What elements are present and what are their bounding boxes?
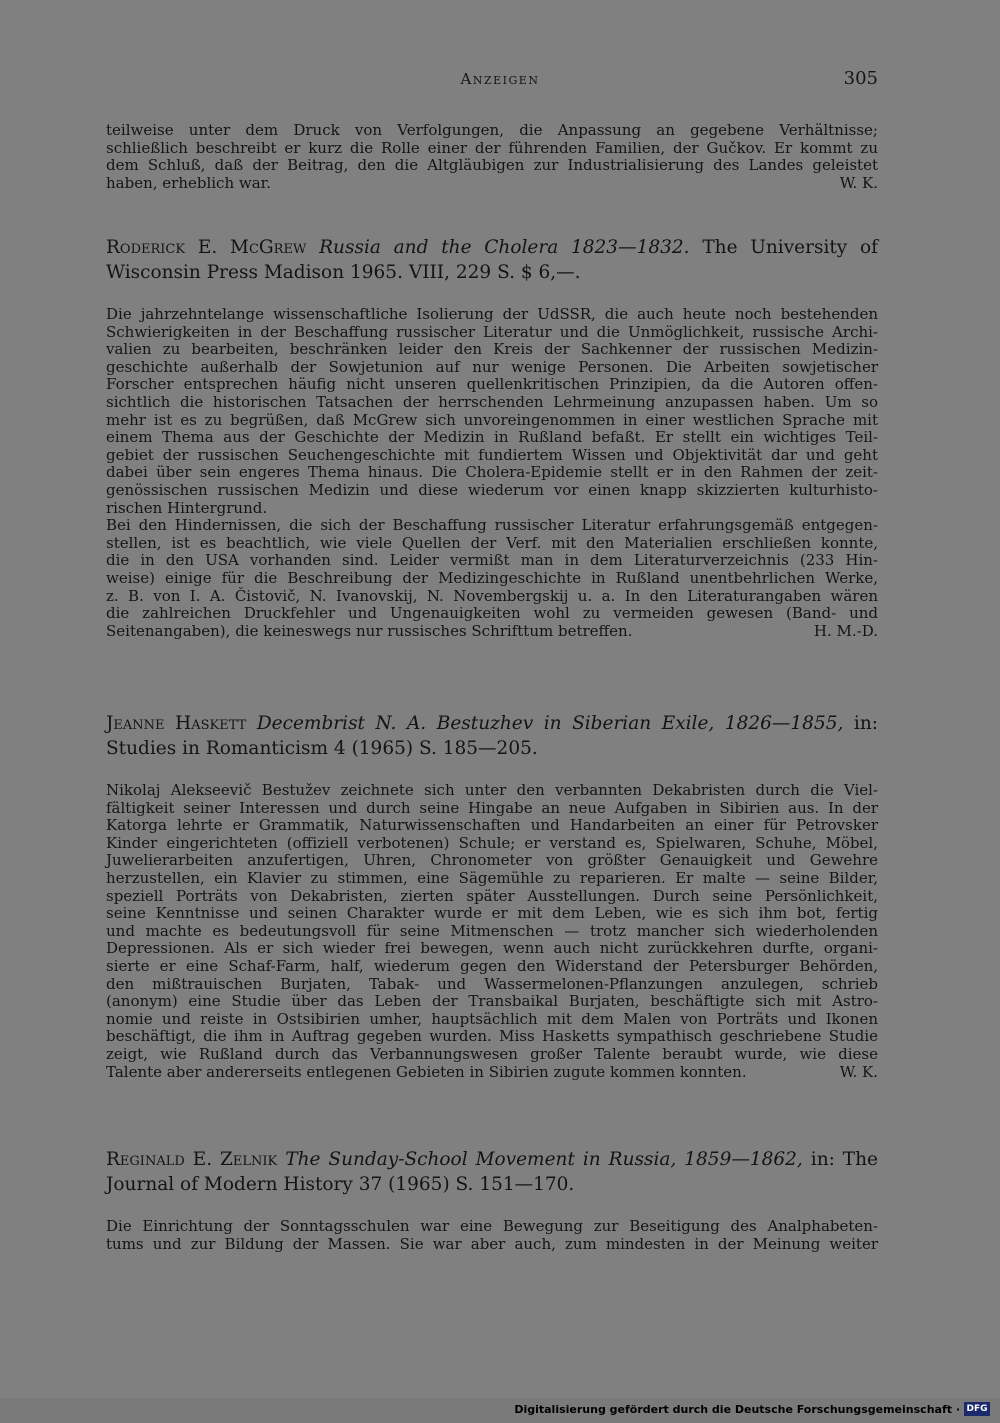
text-line: weise) einige für die Beschreibung der Medizingeschichte in Rußland unentbehrlichen Werke, — [106, 568, 878, 587]
text-line: Talente aber andererseits entlegenen Gebieten in Sibirien zugute kommen konnten. W. K. — [106, 1062, 878, 1081]
text-line: nomie und reiste in Ostsibirien umher, hauptsächlich mit dem Malen von Porträts und Ikonen — [106, 1009, 878, 1028]
text-line: die zahlreichen Druckfehler und Ungenauigkeiten wohl zu vermeiden gewesen (Band- und — [106, 604, 878, 623]
page-number: 305 — [843, 68, 878, 89]
review-entry-zelnik — [106, 1147, 878, 1253]
entry-author: Jeanne Haskett — [106, 713, 247, 734]
entry-publication-line: Wisconsin Press Madison 1965. VIII, 229 S. $ 6,—. — [106, 262, 581, 283]
entry-publication-line: Journal of Modern History 37 (1965) S. 151—170. — [106, 1174, 575, 1195]
reviewer-signature: W. K. — [839, 173, 878, 192]
text-line: Nikolaj Alekseevič Bestužev zeichnete sich unter den verbannten Dekabristen durch die Viel- — [106, 781, 878, 799]
text-line: schließlich beschreibt er kurz die Rolle einer der führenden Familien, der Gučkov. Er kommt zu — [106, 138, 878, 157]
review-entry-mcgrew — [106, 235, 878, 640]
entry-heading — [106, 235, 878, 260]
reviewer-signature: H. M.-D. — [813, 621, 878, 640]
entry-publication: in: — [843, 713, 878, 734]
text-line: mehr ist es zu begrüßen, daß McGrew sich unvoreingenommen in einer westlichen Sprache mit — [106, 410, 878, 429]
reviewer-signature: W. K. — [839, 1062, 878, 1081]
text-line: Bei den Hindernissen, die sich der Beschaffung russischer Literatur erfahrungsgemäß entgegen- — [106, 516, 878, 535]
text-line: Schwierigkeiten in der Beschaffung russischer Literatur und die Unmöglichkeit, russische Archi- — [106, 322, 878, 341]
text-line: stellen, ist es beachtlich, wie viele Quellen der Verf. mit den Materialien erschließen konnte, — [106, 533, 878, 552]
text-line: die in den USA vorhanden sind. Leider vermißt man in dem Literaturverzeichnis (233 Hin- — [106, 551, 878, 570]
text-line: Katorga lehrte er Grammatik, Naturwissenschaften und Handarbeiten an einer für Petrovsker — [106, 816, 878, 835]
text-line: sichtlich die historischen Tatsachen der herrschenden Lehrmeinung anzupassen haben. Um so — [106, 392, 878, 411]
text-line: Depressionen. Als er sich wieder frei bewegen, wenn auch nicht zurückkehren durfte, organi- — [106, 939, 878, 958]
text-line: beschäftigt, die ihm in Auftrag gegeben wurden. Miss Hasketts sympathisch geschriebene Studie — [106, 1027, 878, 1046]
paragraph — [106, 517, 878, 640]
text-line: Kinder eingerichteten (offiziell verbotenen) Schule; er verstand es, Spielwaren, Schuhe, Möbel, — [106, 833, 878, 852]
paragraph — [106, 122, 878, 192]
text-line: und machte es bedeutungsvoll für seine Mitmenschen — trotz mancher sich wiederholenden — [106, 921, 878, 940]
text-line: z. B. von I. A. Čistovič, N. Ivanovskij, N. Novembergskij u. a. In den Literaturangaben wären — [106, 586, 878, 605]
text-line: Die jahrzehntelange wissenschaftliche Isolierung der UdSSR, die auch heute noch bestehenden — [106, 305, 878, 323]
text-line: valien zu bearbeiten, beschränken leider den Kreis der Sachkenner der russischen Medizin- — [106, 340, 878, 359]
text-line: sierte er eine Schaf-Farm, half, wiederum gegen den Widerstand der Petersburger Behörden, — [106, 956, 878, 975]
text-line: dem Schluß, daß der Beitrag, den die Altgläubigen zur Industrialisierung des Landes geleistet — [106, 156, 878, 175]
paragraph — [106, 1218, 878, 1253]
footer-credit: Digitalisierung gefördert durch die Deutsche Forschungsgemeinschaft · — [514, 1403, 960, 1416]
entry-title: The Sunday-School Movement in Russia, 1859—1862, — [285, 1149, 803, 1170]
text-line: fältigkeit seiner Interessen und durch seine Hingabe an neue Aufgaben in Sibirien aus. In der — [106, 798, 878, 817]
dfg-logo: DFG — [964, 1402, 990, 1416]
text-line: dabei über sein engeres Thema hinaus. Die Cholera-Epidemie stellt er in den Rahmen der zeit- — [106, 463, 878, 482]
text-line: Juwelierarbeiten anzufertigen, Uhren, Chronometer von größter Genauigkeit und Gewehre — [106, 851, 878, 870]
text-line: Seitenangaben), die keineswegs nur russisches Schrifttum betreffen. H. M.-D. — [106, 621, 878, 640]
entry-publication-line: Studies in Romanticism 4 (1965) S. 185—205. — [106, 738, 538, 759]
text-line: tums und zur Bildung der Massen. Sie war aber auch, zum mindesten in der Meinung weiter — [106, 1234, 878, 1253]
entry-title: Decembrist N. A. Bestuzhev in Siberian Exile, 1826—1855, — [256, 713, 844, 734]
text-line: haben, erheblich war. W. K. — [106, 173, 878, 192]
text-line: speziell Porträts von Dekabristen, zierten später Ausstellungen. Durch seine Persönlichkeit, — [106, 886, 878, 905]
review-continuation — [106, 122, 878, 192]
text-line: Forscher entsprechen häufig nicht unseren quellenkritischen Prinzipien, da die Autoren offen- — [106, 375, 878, 394]
review-entry-haskett — [106, 711, 878, 1081]
text-line: Die Einrichtung der Sonntagsschulen war eine Bewegung zur Beseitigung des Analphabeten- — [106, 1217, 878, 1235]
text-line: zeigt, wie Rußland durch das Verbannungswesen großer Talente beraubt wurde, wie diese — [106, 1044, 878, 1063]
text-line: seine Kenntnisse und seinen Charakter wurde er mit dem Leben, wie es sich ihm bot, fertig — [106, 904, 878, 923]
paragraph — [106, 306, 878, 517]
entry-heading — [106, 1147, 878, 1172]
text-line: einem Thema aus der Geschichte der Medizin in Rußland befaßt. Er stellt ein wichtiges Teil- — [106, 428, 878, 447]
entry-author: Roderick E. McGrew — [106, 237, 307, 258]
text-line: teilweise unter dem Druck von Verfolgungen, die Anpassung an gegebene Verhältnisse; — [106, 121, 878, 139]
running-title: Anzeigen — [460, 70, 540, 88]
text-line: (anonym) eine Studie über das Leben der Transbaikal Burjaten, beschäftigte sich mit Astro- — [106, 992, 878, 1011]
running-head — [0, 70, 1000, 94]
entry-publication: in: The — [802, 1149, 878, 1170]
text-line: geschichte außerhalb der Sowjetunion auf nur wenige Personen. Die Arbeiten sowjetischer — [106, 357, 878, 376]
entry-author: Reginald E. Zelnik — [106, 1149, 278, 1170]
entry-heading — [106, 711, 878, 736]
paragraph — [106, 782, 878, 1081]
text-line: genössischen russischen Medizin und diese wiederum vor einen knapp skizzierten kulturhisto- — [106, 480, 878, 499]
entry-title: Russia and the Cholera 1823—1832. — [319, 237, 690, 258]
text-line: gebiet der russischen Seuchengeschichte mit fundiertem Wissen und Objektivität dar und geht — [106, 445, 878, 464]
text-line: rischen Hintergrund. — [106, 498, 268, 517]
text-line: den mißtrauischen Burjaten, Tabak- und Wassermelonen-Pflanzungen anzulegen, schrieb — [106, 974, 878, 993]
entry-publication: The University of — [689, 237, 879, 258]
text-line: herzustellen, ein Klavier zu stimmen, eine Sägemühle zu reparieren. Er malte — seine Bilder, — [106, 868, 878, 887]
